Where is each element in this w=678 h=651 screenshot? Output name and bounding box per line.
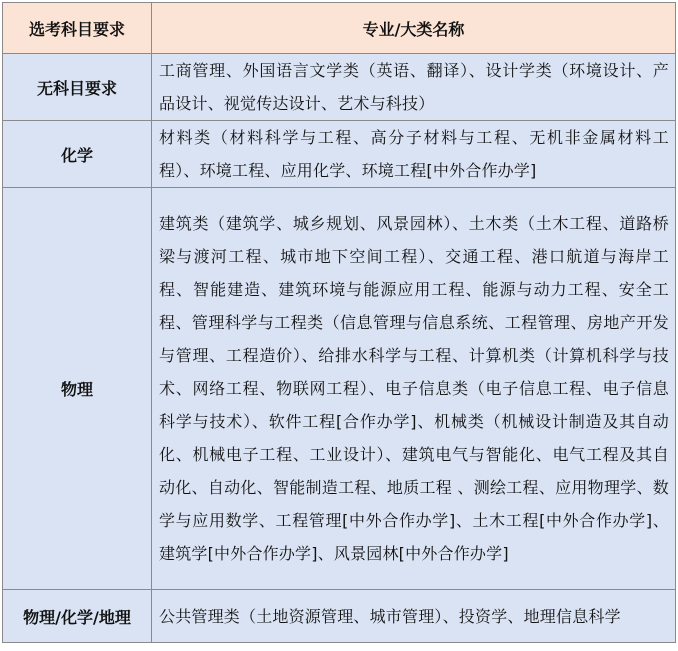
subject-cell: 化学	[3, 121, 152, 188]
table-row	[3, 590, 676, 643]
subject-requirements-table	[2, 2, 676, 643]
subject-cell: 物理/化学/地理	[3, 590, 152, 643]
majors-cell: 建筑类（建筑学、城乡规划、风景园林）、土木类（土木工程、道路桥梁与渡河工程、城市地下空间工程）、交通工程、港口航道与海岸工程、智能建造、建筑环境与能源应用工程、能源与动力工程、安全工程、管理科学与工程类（信息管理与信息系统、工程管理、房地产开发与管理、工程造价）、给排水科学与工程、计算机类（计算机科学与技术、网络工程、物联网工程）、电子信息类（电子信息工程、电子信息科学与技术）、软件工程[合作办学]、机械类（机械设计制造及其自动化、机械电子工程、工业设计）、建筑电气与智能化、电气工程及其自动化、自动化、智能制造工程、地质工程 、测绘工程、应用物理学、数学与应用数学、工程管理[中外合作办学]、土木工程[中外合作办学]、建筑学[中外合作办学]、风景园林[中外合作办学]	[152, 188, 676, 590]
subject-cell: 无科目要求	[3, 54, 152, 121]
majors-cell: 公共管理类（土地资源管理、城市管理）、投资学、地理信息科学	[152, 590, 676, 643]
header-major: 专业/大类名称	[152, 3, 676, 54]
header-subject: 选考科目要求	[3, 3, 152, 54]
table-row	[3, 188, 676, 590]
table-row	[3, 54, 676, 121]
header-row	[3, 3, 676, 54]
majors-cell: 工商管理、外国语言文学类（英语、翻译）、设计学类（环境设计、产品设计、视觉传达设计、艺术与科技）	[152, 54, 676, 121]
table-row	[3, 121, 676, 188]
majors-cell: 材料类（材料科学与工程、高分子材料与工程、无机非金属材料工程）、环境工程、应用化学、环境工程[中外合作办学]	[152, 121, 676, 188]
subject-cell: 物理	[3, 188, 152, 590]
